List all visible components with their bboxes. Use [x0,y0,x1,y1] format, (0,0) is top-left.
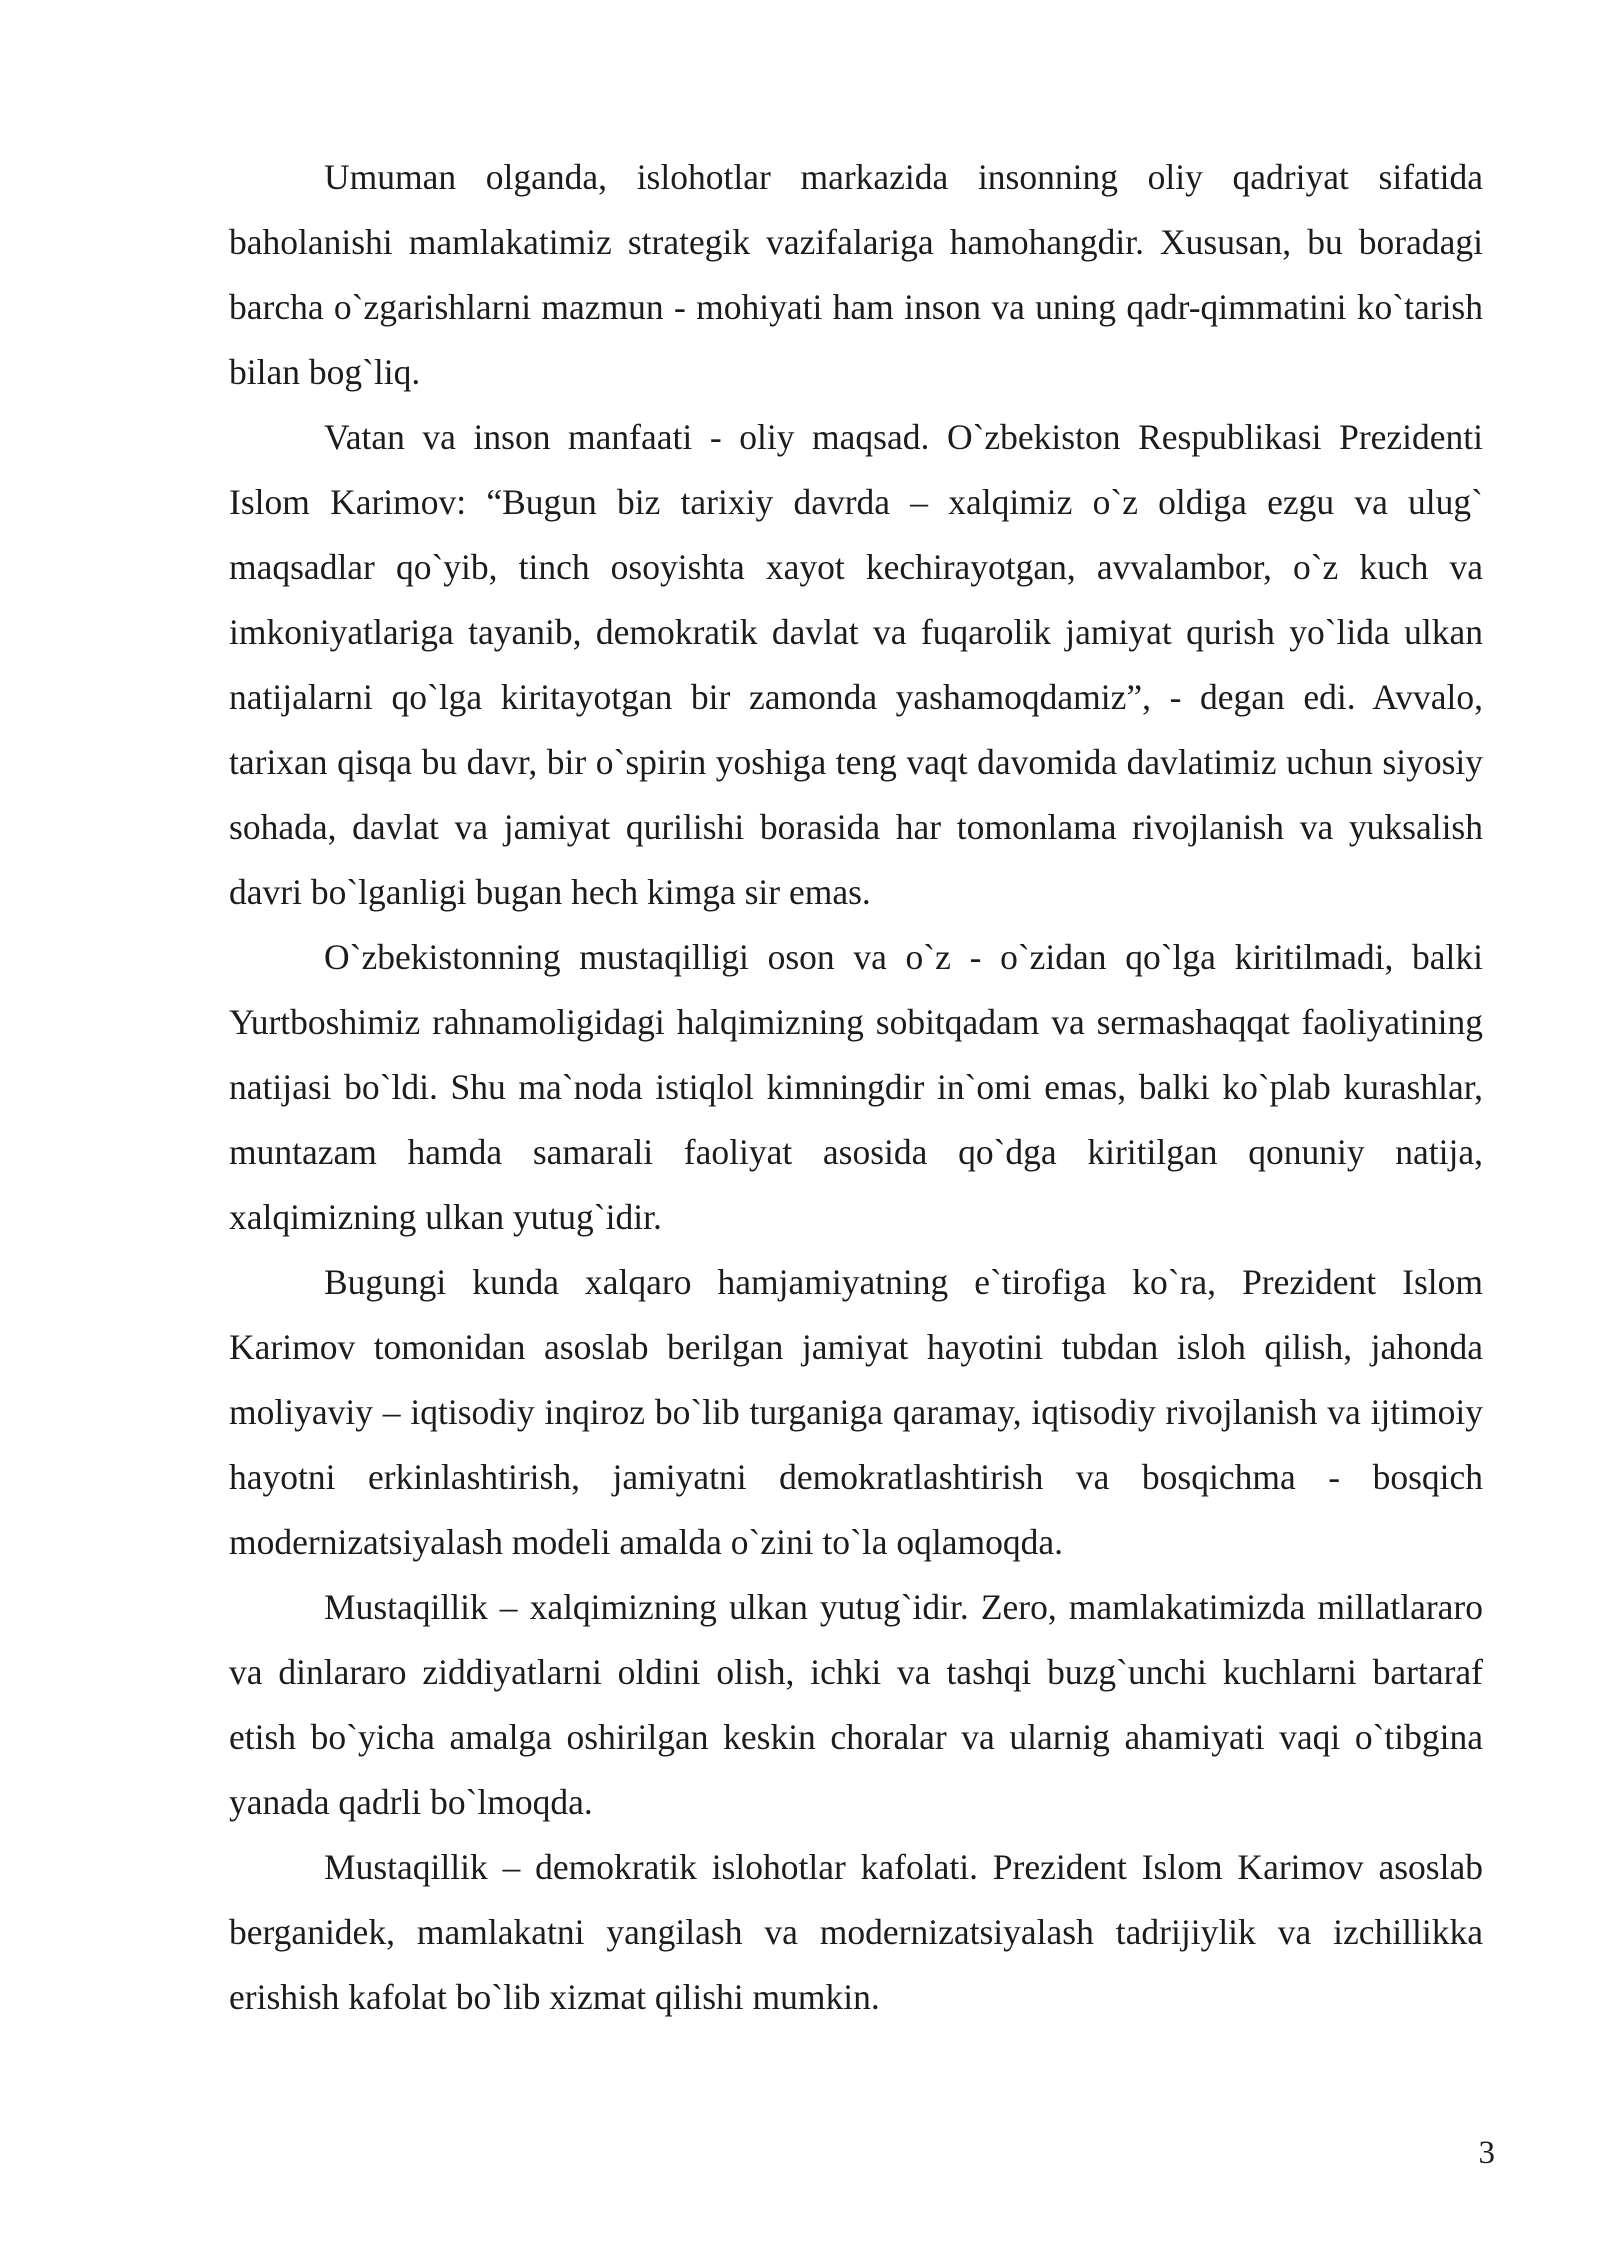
paragraph: Bugungi kunda xalqaro hamjamiyatning e`tirofiga ko`ra, Prezident Islom Karimov tomonidan asoslab berilgan jamiyat hayotini tubdan isloh qilish, jahonda moliyaviy – iqtisodiy inqiroz bo`lib turganiga qaramay, iqtisodiy rivojlanish va ijtimoiy hayotni erkinlashtirish, jamiyatni demokratlashtirish va bosqichma - bosqich modernizatsiyalash modeli amalda o`zini to`la oqlamoqda. [229,1262,1483,1562]
paragraph: Mustaqillik – demokratik islohotlar kafolati. Prezident Islom Karimov asoslab berganidek, mamlakatni yangilash va modernizatsiyalash tadrijiylik va izchillikka erishish kafolat bo`lib xizmat qilishi mumkin. [229,1847,1483,2017]
body-text [229,145,1483,2030]
paragraph: O`zbekistonning mustaqilligi oson va o`z - o`zidan qo`lga kiritilmadi, balki Yurtboshimiz rahnamoligidagi halqimizning sobitqadam va sermashaqqat faoliyatining natijasi bo`ldi. Shu ma`noda istiqlol kimningdir in`omi emas, balki ko`plab kurashlar, muntazam hamda samarali faoliyat asosida qo`dga kiritilgan qonuniy natija, xalqimizning ulkan yutug`idir. [229,937,1483,1237]
paragraph: Vatan va inson manfaati - oliy maqsad. O`zbekiston Respublikasi Prezidenti Islom Karimov: “Bugun biz tarixiy davrda – xalqimiz o`z oldiga ezgu va ulug` maqsadlar qo`yib, tinch osoyishta xayot kechirayotgan, avvalambor, o`z kuch va imkoniyatlariga tayanib, demokratik davlat va fuqarolik jamiyat qurish yo`lida ulkan natijalarni qo`lga kiritayotgan bir zamonda yashamoqdamiz”, - degan edi. Avvalo, tarixan qisqa bu davr, bir o`spirin yoshiga teng vaqt davomida davlatimiz uchun siyosiy sohada, davlat va jamiyat qurilishi borasida har tomonlama rivojlanish va yuksalish davri bo`lganligi bugan hech kimga sir emas. [229,417,1483,912]
page-number: 3 [1478,2135,1495,2171]
paragraph: Mustaqillik – xalqimizning ulkan yutug`idir. Zero, mamlakatimizda millatlararo va dinlararo ziddiyatlarni oldini olish, ichki va tashqi buzg`unchi kuchlarni bartaraf etish bo`yicha amalga oshirilgan keskin choralar va ularnig ahamiyati vaqi o`tibgina yanada qadrli bo`lmoqda. [229,1587,1483,1822]
paragraph: Umuman olganda, islohotlar markazida insonning oliy qadriyat sifatida baholanishi mamlakatimiz strategik vazifalariga hamohangdir. Xususan, bu boradagi barcha o`zgarishlarni mazmun - mohiyati ham inson va uning qadr-qimmatini ko`tarish bilan bog`liq. [229,157,1483,392]
